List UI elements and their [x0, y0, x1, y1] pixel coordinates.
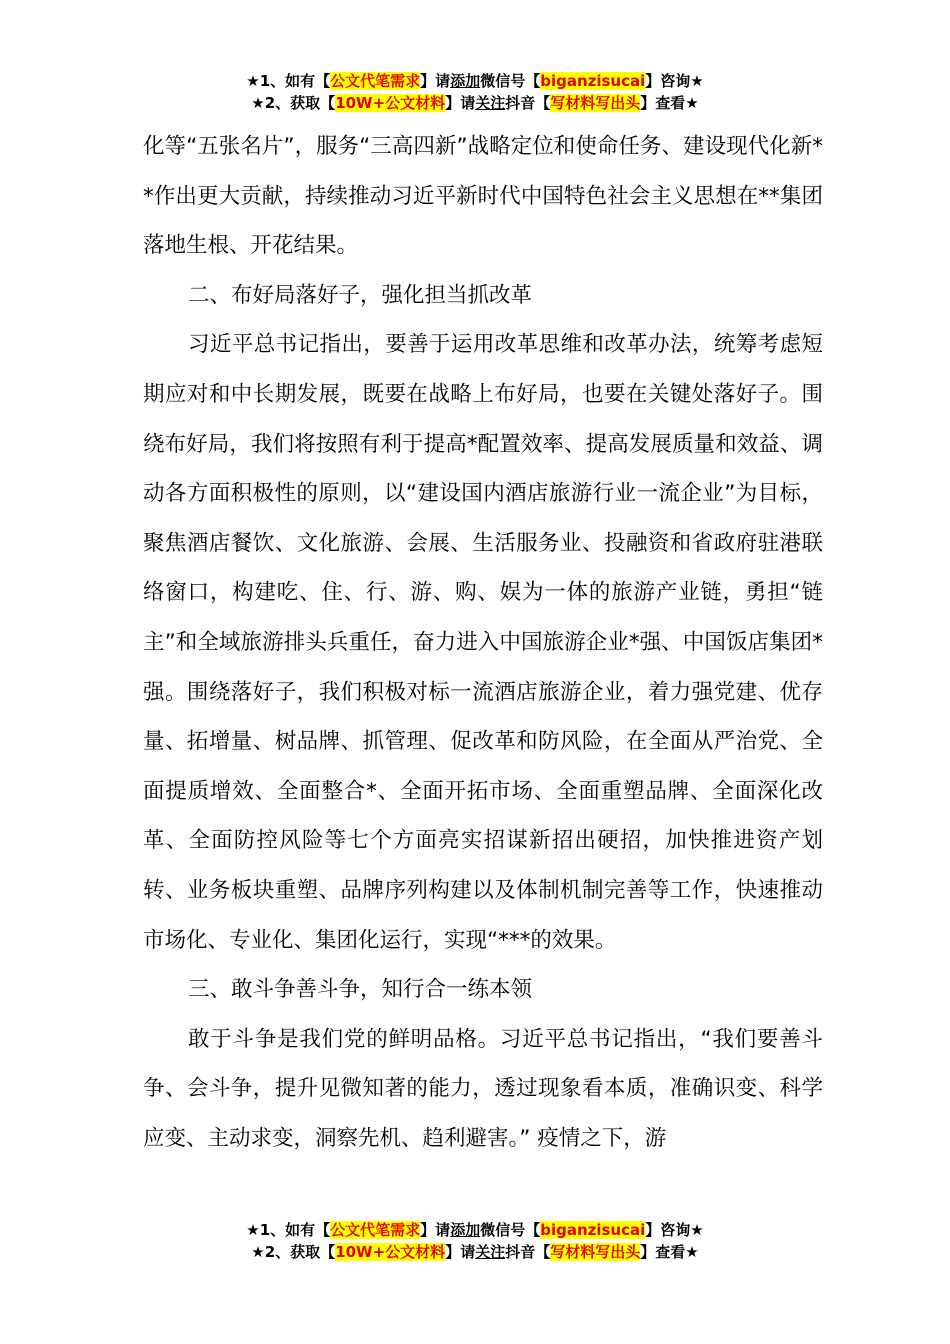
highlight-tag: 10W+公文材料 — [335, 94, 446, 112]
highlight-tag: biganzisucai — [540, 1221, 646, 1239]
highlight-tag: 写材料写出头 — [550, 1243, 641, 1261]
underlined-text: 关注 — [475, 1243, 506, 1261]
highlight-tag: biganzisucai — [540, 72, 646, 90]
body-paragraph: 习近平总书记指出，要善于运用改革思维和改革办法，统筹考虑短期应对和中长期发展，既要在战略上布好局，也要在关键处落好子。围绕布好局，我们将按照有利于提高*配置效率、提高发展质量和效益、调动各方面积极性的原则，以“建设国内酒店旅游行业一流企业”为目标，聚焦酒店餐饮、文化旅游、会展、生活服务业、投融资和省政府驻港联络窗口，构建吃、住、行、游、购、娱为一体的旅游产业链，勇担“链主”和全域旅游排头兵重任，奋力进入中国旅游企业*强、中国饭店集团*强。围绕落好子，我们积极对标一流酒店旅游企业，着力强党建、优存量、拓增量、树品牌、抓管理、促改革和防风险，在全面从严治党、全面提质增效、全面整合*、全面开拓市场、全面重塑品牌、全面深化改革、全面防控风险等七个方面亮实招谋新招出硬招，加快推进资产划转、业务板块重塑、品牌序列构建以及体制机制完善等工作，快速推动市场化、专业化、集团化运行，实现“***的效果。 — [143, 332, 823, 953]
notice-text: 】咨询★ — [645, 72, 704, 90]
underlined-text: 添加 — [450, 1221, 481, 1239]
document-body — [143, 122, 823, 1163]
notice-line-1 — [0, 70, 950, 92]
notice-text: 】查看★ — [640, 1243, 699, 1261]
notice-text: 微信号【 — [480, 1221, 541, 1239]
notice-line-2 — [0, 1241, 950, 1263]
underlined-text: 关注 — [475, 94, 506, 112]
notice-text: ★1、如有【 — [246, 1221, 331, 1239]
notice-text: 抖音【 — [505, 1243, 551, 1261]
section-heading: 三、敢斗争善斗争，知行合一练本领 — [188, 977, 533, 1003]
notice-text: 】请 — [445, 1243, 476, 1261]
notice-text: 微信号【 — [480, 72, 541, 90]
notice-text: 】请 — [445, 94, 476, 112]
notice-text: 】请 — [420, 1221, 451, 1239]
notice-text: 抖音【 — [505, 94, 551, 112]
notice-text: 】咨询★ — [645, 1221, 704, 1239]
notice-line-1 — [0, 1219, 950, 1241]
notice-text: 】请 — [420, 72, 451, 90]
notice-text: ★2、获取【 — [251, 94, 336, 112]
underlined-text: 添加 — [450, 72, 481, 90]
header-notice — [0, 70, 950, 114]
highlight-tag: 写材料写出头 — [550, 94, 641, 112]
footer-notice — [0, 1219, 950, 1263]
body-paragraph: 敢于斗争是我们党的鲜明品格。习近平总书记指出，“我们要善斗争、会斗争，提升见微知著的能力，透过现象看本质，准确识变、科学应变、主动求变，洞察先机、趋利避害。” 疫情之下，游 — [143, 1026, 823, 1151]
notice-text: ★2、获取【 — [251, 1243, 336, 1261]
highlight-tag: 公文代笔需求 — [330, 72, 421, 90]
body-paragraph: 化等“五张名片”，服务“三高四新”战略定位和使命任务、建设现代化新**作出更大贡献，持续推动习近平新时代中国特色社会主义思想在**集团落地生根、开花结果。 — [143, 134, 823, 259]
highlight-tag: 公文代笔需求 — [330, 1221, 421, 1239]
notice-text: ★1、如有【 — [246, 72, 331, 90]
notice-line-2 — [0, 92, 950, 114]
highlight-tag: 10W+公文材料 — [335, 1243, 446, 1261]
section-heading: 二、布好局落好子，强化担当抓改革 — [188, 282, 533, 308]
notice-text: 】查看★ — [640, 94, 699, 112]
